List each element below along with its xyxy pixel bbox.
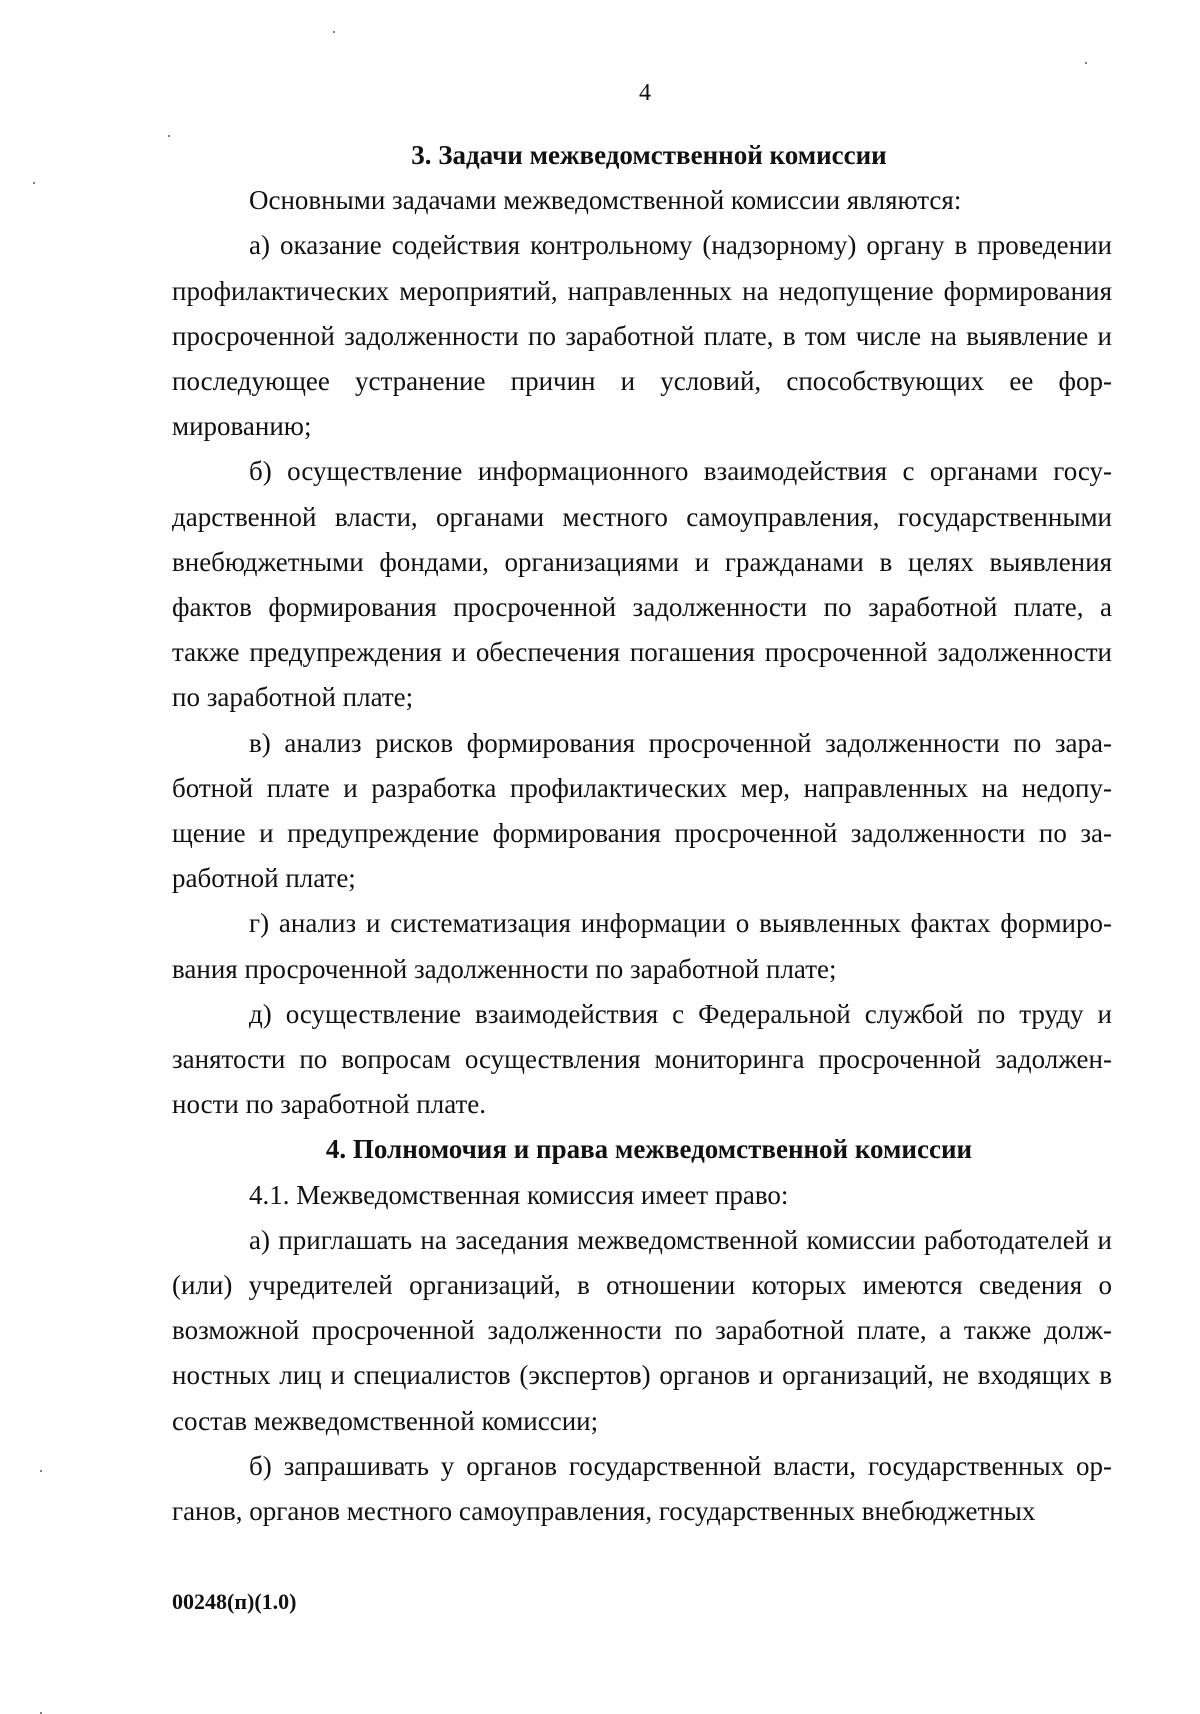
section-3-item-b: б) осуществление информационного взаимодействия с органами государственной власти, органами местного самоуправления, государственными внебюджетными фондами, организациями и гражданами в целях выявления фактов формирования просроченной задолженности по заработной плате, а также предупреждения и обеспечения погашения просроченной задолженности по заработной плате; — [172, 456, 1112, 713]
scan-speck — [33, 182, 35, 184]
scan-speck — [168, 135, 170, 137]
scan-speck — [333, 31, 335, 33]
section-4-item-a: а) приглашать на заседания межведомственной комиссии работодателей и (или) учредителей организаций, в отношении которых имеются сведения о возможной просроченной задолженности по заработной плате, а также должностных лиц и специалистов (экспертов) органов и организаций, не входящих в состав межведомственной комиссии; — [172, 1224, 1112, 1436]
document-body — [172, 133, 1112, 1534]
document-code: 00248(п)(1.0) — [172, 1589, 297, 1614]
section-3-item-d: д) осуществление взаимодействия с Федеральной службой по труду и занятости по вопросам осуществления мониторинга просроченной задолженности по заработной плате. — [172, 998, 1112, 1120]
section-3-heading: 3. Задачи межведомственной комиссии — [411, 140, 887, 170]
section-3-item-v: в) анализ рисков формирования просроченной задолженности по заработной плате и разработка профилактических мер, направленных на недопущение и предупреждение формирования просроченной задолженности по заработной плате; — [172, 727, 1112, 894]
section-4-heading: 4. Полномочия и права межведомственной комиссии — [325, 1134, 973, 1165]
section-4-item-b: б) запрашивать у органов государственной власти, государственных органов, органов местного самоуправления, государственных внебюджетных — [172, 1450, 1112, 1527]
scan-speck — [40, 1470, 42, 1472]
page-number: 4 — [639, 80, 651, 106]
section-4-intro: 4.1. Межведомственная комиссия имеет право: — [249, 1179, 789, 1210]
scan-speck — [1085, 62, 1087, 64]
section-3-intro: Основными задачами межведомственной комиссии являются: — [249, 185, 962, 216]
section-3-item-a: а) оказание содействия контрольному (надзорному) органу в проведении профилактических мероприятий, направленных на недопущение формирования просроченной задолженности по заработной плате, в том числе на выявление и последующее устранение причин и условий, способствующих ее формированию; — [172, 230, 1112, 442]
section-3-item-g: г) анализ и систематизация информации о выявленных фактах формирования просроченной задолженности по заработной плате; — [172, 908, 1112, 984]
